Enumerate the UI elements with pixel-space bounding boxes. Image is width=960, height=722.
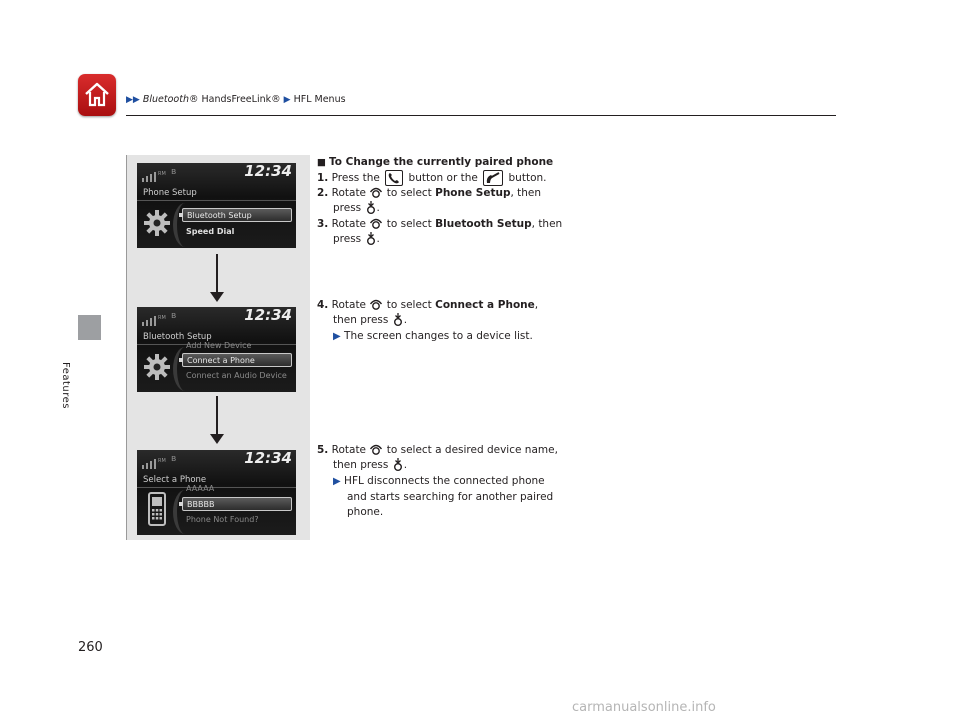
step-text: then press (333, 459, 389, 471)
signal-strength-icon (142, 170, 168, 182)
selector-knob-press-icon (392, 313, 404, 327)
step-text: press (333, 202, 362, 214)
svg-text:RM: RM (158, 458, 166, 464)
bluetooth-icon: ʙ (171, 454, 177, 464)
device-item-aaaaa[interactable]: AAAAA (186, 484, 215, 493)
step-5 (317, 443, 558, 458)
step-text: Rotate (331, 187, 367, 199)
svg-text:RM: RM (158, 171, 166, 177)
breadcrumb (126, 94, 346, 105)
signal-strength-icon (142, 314, 168, 326)
result-text: The screen changes to a device list. (344, 330, 533, 342)
breadcrumb-reg: ® (189, 94, 199, 105)
step-text: button. (508, 172, 547, 184)
home-button[interactable] (78, 74, 116, 116)
page-number: 260 (78, 640, 103, 655)
mobile-phone-icon (142, 492, 172, 526)
selector-knob-rotate-icon (369, 298, 383, 312)
bluetooth-icon: ʙ (171, 167, 177, 177)
step-5-result-line2: and starts searching for another paired (347, 491, 554, 503)
menu-item-bluetooth-setup[interactable]: Bluetooth Setup (182, 208, 292, 222)
step-3 (317, 217, 562, 232)
step-text: . (376, 202, 380, 214)
clock: 12:34 (244, 162, 292, 180)
step-text: press (333, 233, 362, 245)
step-text: to select (386, 299, 432, 311)
breadcrumb-bluetooth[interactable]: Bluetooth (142, 94, 189, 105)
step-text: , then (510, 187, 542, 199)
screen-bluetooth-setup (137, 307, 296, 392)
step-target: Bluetooth Setup (435, 218, 532, 230)
step-text: . (403, 459, 408, 471)
step-text: Rotate (331, 299, 367, 311)
step-text: , (534, 299, 539, 311)
step-text: . (403, 314, 408, 326)
step-text: . (376, 233, 380, 245)
step-text: Rotate (331, 444, 367, 456)
step-5-cont (333, 458, 407, 473)
step-4 (317, 298, 538, 313)
step-text: , then (531, 218, 563, 230)
breadcrumb-arrow-icon: ▶▶ (126, 95, 140, 105)
step-5-result-line3: phone. (347, 506, 384, 518)
phone-button-icon (385, 170, 403, 186)
gear-icon (142, 352, 172, 382)
svg-text:RM: RM (158, 315, 166, 321)
square-bullet-icon: ■ (317, 157, 326, 168)
selector-knob-rotate-icon (369, 443, 383, 457)
step-text: to select (386, 218, 432, 230)
breadcrumb-arrow-icon: ▶ (283, 95, 291, 105)
menu-item-phone-not-found[interactable]: Phone Not Found? (186, 515, 259, 524)
pickup-button-icon (483, 170, 503, 186)
home-icon (83, 80, 111, 108)
breadcrumb-hfl-menus[interactable]: HFL Menus (293, 94, 346, 105)
step-number: 4. (317, 299, 329, 311)
down-arrow-icon (208, 396, 226, 446)
step-number: 5. (317, 444, 329, 456)
menu-item-add-new-device[interactable]: Add New Device (186, 341, 252, 350)
step-number: 1. (317, 172, 329, 184)
chapter-tab-marker[interactable] (78, 315, 101, 340)
gear-icon (142, 208, 172, 238)
screen-select-a-phone (137, 450, 296, 535)
device-item-bbbbb[interactable]: BBBBB (182, 497, 292, 511)
header-rule (126, 115, 836, 116)
screen-title: Bluetooth Setup (143, 332, 212, 342)
step-text: to select (386, 187, 432, 199)
step-text: Press the (331, 172, 380, 184)
step-1 (317, 170, 547, 186)
watermark: carmanualsonline.info (572, 700, 716, 715)
step-text: Rotate (331, 218, 367, 230)
breadcrumb-hfl[interactable]: HandsFreeLink® (198, 94, 281, 105)
down-arrow-icon (208, 254, 226, 304)
signal-strength-icon (142, 457, 168, 469)
step-3-cont (333, 232, 380, 247)
step-target: Phone Setup (435, 187, 511, 199)
section-title (317, 155, 553, 170)
step-4-result (333, 329, 533, 344)
step-text: button or the (408, 172, 478, 184)
step-number: 2. (317, 187, 329, 199)
selector-knob-press-icon (365, 232, 377, 246)
step-target: Connect a Phone (435, 299, 535, 311)
screen-title: Phone Setup (143, 188, 197, 198)
menu-item-connect-audio-device[interactable]: Connect an Audio Device (186, 371, 287, 380)
clock: 12:34 (244, 306, 292, 324)
selector-knob-press-icon (392, 458, 404, 472)
step-2 (317, 186, 541, 201)
result-arrow-icon: ▶ (333, 476, 341, 487)
screen-phone-setup (137, 163, 296, 248)
selector-knob-rotate-icon (369, 217, 383, 231)
step-number: 3. (317, 218, 329, 230)
result-text: HFL disconnects the connected phone (344, 475, 545, 487)
menu-item-connect-a-phone[interactable]: Connect a Phone (182, 353, 292, 367)
menu-item-speed-dial[interactable]: Speed Dial (186, 227, 235, 236)
selector-knob-press-icon (365, 201, 377, 215)
step-text: to select a desired device name, (386, 444, 558, 456)
result-arrow-icon: ▶ (333, 331, 341, 342)
step-5-result (333, 474, 545, 489)
screen-title: Select a Phone (143, 475, 207, 485)
chapter-tab-label: Features (60, 362, 71, 409)
step-text: then press (333, 314, 389, 326)
step-2-cont (333, 201, 380, 216)
clock: 12:34 (244, 449, 292, 467)
step-4-cont (333, 313, 407, 328)
section-title-text: To Change the currently paired phone (328, 156, 554, 168)
selector-knob-rotate-icon (369, 186, 383, 200)
bluetooth-icon: ʙ (171, 311, 177, 321)
